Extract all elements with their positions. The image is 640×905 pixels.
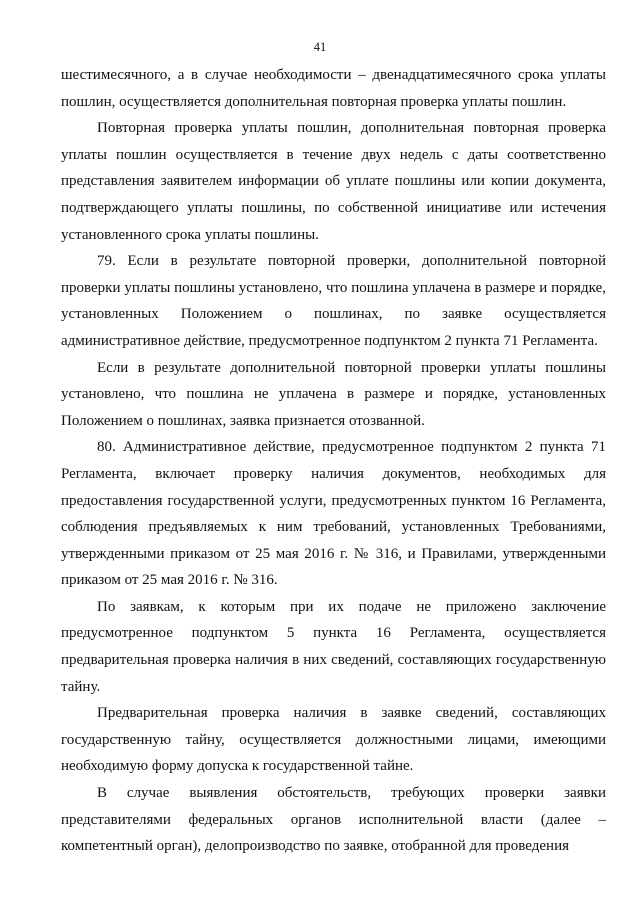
- page-number: 41: [313, 40, 327, 54]
- document-body: [61, 62, 606, 860]
- paragraph-4: Если в результате дополнительной повторной проверки уплаты пошлины установлено, что пошлина не уплачена в размере и порядке, установленных Положением о пошлинах, заявка признается отозванной.: [61, 359, 606, 429]
- paragraph-8: В случае выявления обстоятельств, требующих проверки заявки представителями федеральных органов исполнительной власти (далее – компетентный орган), делопроизводство по заявке, отобранной для проведения: [61, 785, 606, 855]
- paragraph-1: шестимесячного, а в случае необходимости – двенадцатимесячного срока уплаты пошлин, осуществляется дополнительная повторная проверка уплаты пошлин.: [61, 67, 606, 110]
- paragraph-6: По заявкам, к которым при их подаче не приложено заключение предусмотренное подпунктом 5 пункта 16 Регламента, осуществляется предварительная проверка наличия в них сведений, составляющих государственную тайну.: [61, 598, 606, 695]
- paragraph-5: 80. Административное действие, предусмотренное подпунктом 2 пункта 71 Регламента, включает проверку наличия документов, необходимых для предоставления государственной услуги, предусмотренных пунктом 16 Регламента, соблюдения предъявляемых к ним требований, установленных Требованиями, утвержденными приказом от 25 мая 2016 г. № 316, и Правилами, утвержденными приказом от 25 мая 2016 г. № 316.: [61, 439, 606, 589]
- paragraph-3: 79. Если в результате повторной проверки, дополнительной повторной проверки уплаты пошлины установлено, что пошлина уплачена в размере и порядке, установленных Положением о пошлинах, по заявке осуществляется административное действие, предусмотренное подпунктом 2 пункта 71 Регламента.: [61, 253, 606, 349]
- paragraph-7: Предварительная проверка наличия в заявке сведений, составляющих государственную тайну, осуществляется должностными лицами, имеющими необходимую форму допуска к государственной тайне.: [61, 705, 606, 775]
- paragraph-2: Повторная проверка уплаты пошлин, дополнительная повторная проверка уплаты пошлин осуществляется в течение двух недель с даты соответственно представления заявителем информации об уплате пошлины или копии документа, подтверждающего уплаты пошлины, по собственной инициативе или истечения установленного срока уплаты пошлины.: [61, 120, 606, 243]
